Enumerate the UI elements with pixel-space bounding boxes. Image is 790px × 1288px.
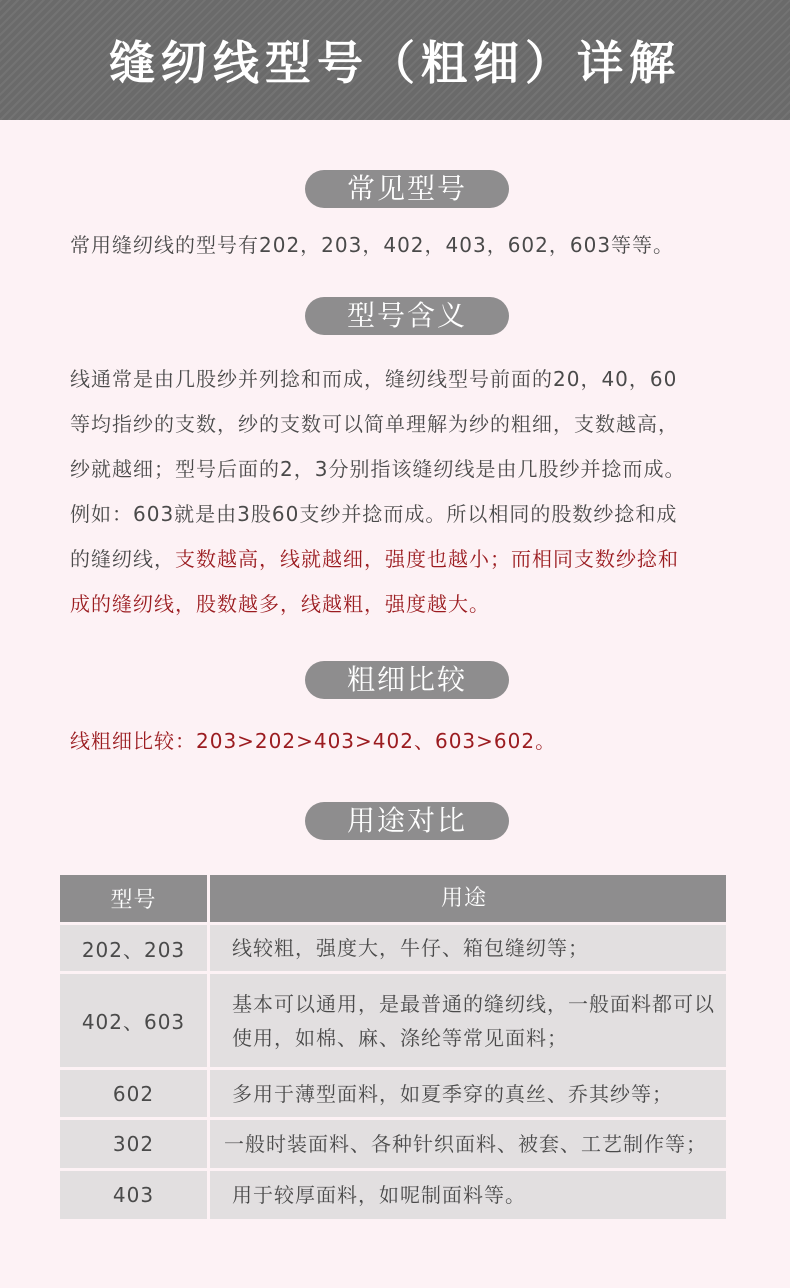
section-heading-common: 常见型号	[305, 170, 509, 208]
row-usage: 用于较厚面料，如呢制面料等。	[210, 1171, 726, 1219]
meaning-paragraph	[70, 357, 730, 627]
row-usage: 线较粗，强度大，牛仔、箱包缝纫等；	[210, 925, 726, 971]
section-heading-usage: 用途对比	[305, 802, 509, 840]
meaning-line	[70, 537, 730, 582]
row-model: 202、203	[60, 925, 207, 971]
table-header-usage: 用途	[210, 875, 726, 922]
meaning-line-plain: 的缝纫线，	[70, 547, 175, 571]
page-title: 缝纫线型号（粗细）详解	[109, 36, 681, 90]
header-banner	[0, 0, 790, 120]
meaning-line: 例如：603就是由3股60支纱并捻而成。所以相同的股数纱捻和成	[70, 502, 678, 526]
meaning-line: 线通常是由几股纱并列捻和而成，缝纫线型号前面的20，40，60	[70, 367, 678, 391]
row-model: 402、603	[60, 974, 207, 1067]
row-model: 403	[60, 1171, 207, 1219]
table-row	[60, 1070, 726, 1117]
usage-table	[60, 875, 726, 1222]
row-model: 602	[60, 1070, 207, 1117]
row-usage: 基本可以通用，是最普通的缝纫线，一般面料都可以使用，如棉、麻、涤纶等常见面料；	[210, 974, 726, 1067]
table-row	[60, 1171, 726, 1219]
common-models-text: 常用缝纫线的型号有202，203，402，403，602，603等等。	[70, 233, 675, 257]
thickness-comparison-text: 线粗细比较：203>202>403>402、603>602。	[70, 729, 557, 753]
meaning-line-emphasis: 成的缝纫线，股数越多，线越粗，强度越大。	[70, 592, 490, 616]
meaning-line: 纱就越细；型号后面的2，3分别指该缝纫线是由几股纱并捻而成。	[70, 457, 686, 481]
row-usage: 多用于薄型面料，如夏季穿的真丝、乔其纱等；	[210, 1070, 726, 1117]
table-row	[60, 925, 726, 971]
row-usage: 一般时装面料、各种针织面料、被套、工艺制作等；	[210, 1120, 726, 1168]
row-model: 302	[60, 1120, 207, 1168]
table-header-model: 型号	[60, 875, 207, 922]
table-row	[60, 974, 726, 1067]
table-row	[60, 1120, 726, 1168]
section-heading-meaning: 型号含义	[305, 297, 509, 335]
table-header-row	[60, 875, 726, 922]
section-heading-compare: 粗细比较	[305, 661, 509, 699]
meaning-line: 等均指纱的支数，纱的支数可以简单理解为纱的粗细，支数越高，	[70, 412, 679, 436]
meaning-line-emphasis: 支数越高，线就越细，强度也越小；而相同支数纱捻和	[175, 547, 679, 571]
